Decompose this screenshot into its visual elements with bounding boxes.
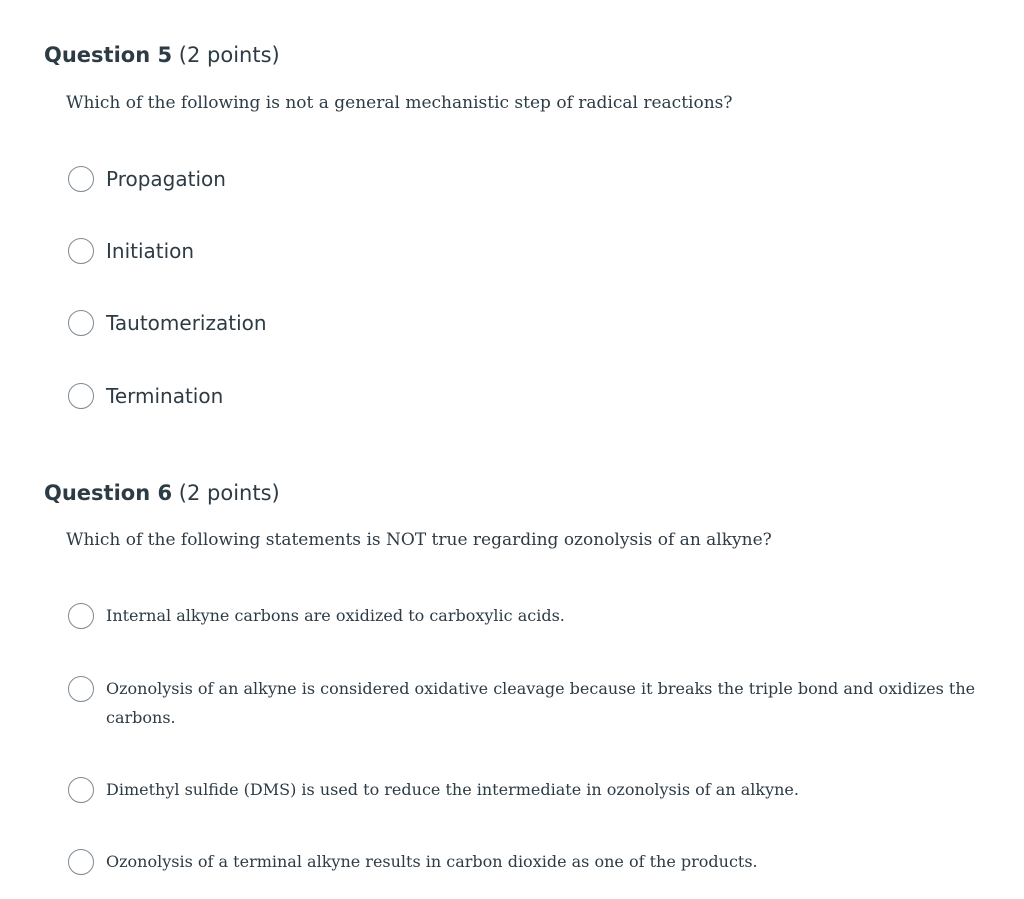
option-label: Tautomerization [106,311,267,335]
radio-button[interactable] [68,676,94,702]
q5-option-termination[interactable] [68,383,223,409]
radio-button[interactable] [68,777,94,803]
radio-button[interactable] [68,849,94,875]
option-label: Ozonolysis of an alkyne is considered oxidative cleavage because it breaks the triple bond and oxidizes the carbons. [106,679,976,727]
q6-option-oxidative-cleavage[interactable] [68,676,976,732]
option-label: Initiation [106,239,195,263]
radio-button[interactable] [68,603,94,629]
option-label: Termination [106,384,224,408]
radio-button[interactable] [68,238,94,264]
radio-button[interactable] [68,310,94,336]
question-5-prompt: Which of the following is not a general mechanistic step of radical reactions? [66,93,733,113]
q6-option-dimethyl-sulfide[interactable] [68,777,799,804]
option-label: Internal alkyne carbons are oxidized to carboxylic acids. [106,606,565,625]
question-6-header [44,483,280,504]
radio-button[interactable] [68,166,94,192]
q5-option-propagation[interactable] [68,166,226,192]
question-6-points: (2 points) [178,481,280,505]
q6-option-internal-alkyne[interactable] [68,603,565,630]
q5-option-initiation[interactable] [68,238,194,264]
question-5-header [44,45,280,66]
question-5-number: Question 5 [44,43,173,67]
radio-button[interactable] [68,383,94,409]
question-6-prompt: Which of the following statements is NOT true regarding ozonolysis of an alkyne? [66,530,772,550]
option-label: Ozonolysis of a terminal alkyne results in carbon dioxide as one of the products. [106,852,758,871]
question-5-points: (2 points) [178,43,280,67]
option-label: Propagation [106,167,226,191]
q6-option-terminal-alkyne[interactable] [68,849,758,876]
q5-option-tautomerization[interactable] [68,310,267,336]
question-6-number: Question 6 [44,481,173,505]
option-label: Dimethyl sulfide (DMS) is used to reduce the intermediate in ozonolysis of an alkyne. [106,780,799,799]
